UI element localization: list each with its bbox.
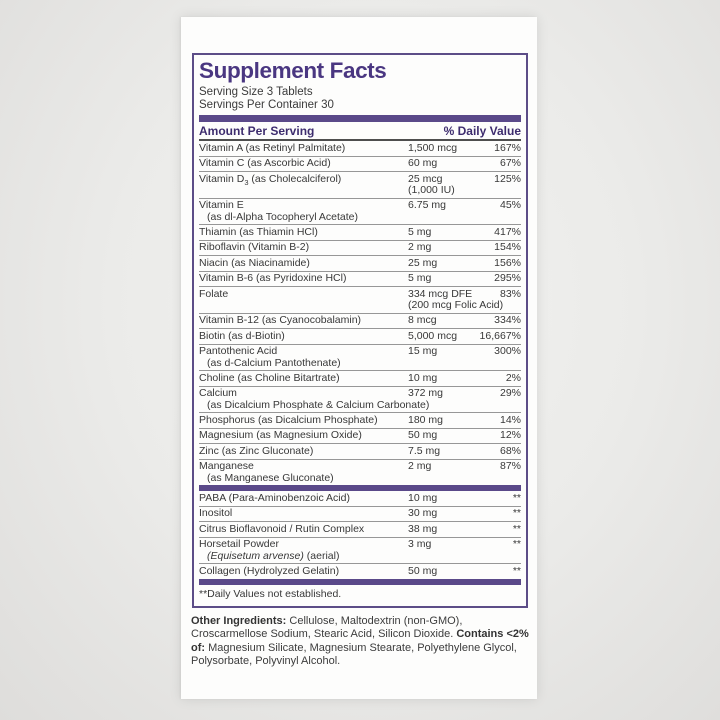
nutrient-name: Calcium — [199, 387, 237, 399]
nutrient-row — [199, 241, 521, 257]
nutrient-daily-value: 167% — [494, 141, 521, 154]
nutrient-daily-value: ** — [512, 538, 521, 550]
nutrient-name: Magnesium (as Magnesium Oxide) — [199, 429, 362, 441]
nutrient-row — [199, 141, 521, 157]
nutrient-amount: 25 mg — [408, 256, 438, 269]
nutrient-name: Folate — [199, 287, 229, 300]
nutrient-amount: 25 mcg — [408, 172, 443, 185]
supplement-facts-panel — [192, 53, 528, 608]
nutrient-row — [199, 256, 521, 272]
nutrient-daily-value: 12% — [499, 429, 521, 441]
nutrient-daily-value: 417% — [494, 225, 521, 238]
nutrient-daily-value: 87% — [499, 460, 521, 472]
nutrient-daily-value: 83% — [499, 287, 521, 300]
nutrient-amount: 50 mg — [408, 564, 438, 577]
nutrient-row — [199, 371, 521, 387]
nutrient-row — [199, 345, 521, 372]
nutrient-amount: 7.5 mg — [408, 444, 441, 457]
nutrient-amount: 15 mg — [408, 345, 438, 357]
nutrient-amount: 10 mg — [408, 491, 438, 504]
daily-value-footnote: **Daily Values not established. — [199, 587, 342, 600]
nutrient-amount: 5 mg — [408, 272, 432, 284]
nutrient-name: Vitamin $D_3$ (as Cholecalciferol) — [199, 172, 342, 187]
supplement-label — [181, 17, 537, 699]
nutrient-daily-value: 300% — [494, 345, 521, 357]
nutrient-name: Citrus Bioflavonoid / Rutin Complex — [199, 522, 365, 535]
nutrient-row — [199, 199, 521, 226]
nutrient-name: Niacin (as Niacinamide) — [199, 256, 310, 269]
nutrient-row — [199, 429, 521, 445]
nutrient-amount: 5,000 mcg — [408, 329, 458, 342]
nutrient-name: Vitamin C (as Ascorbic Acid) — [199, 157, 331, 169]
nutrient-rows — [199, 141, 521, 585]
serving-size: Serving Size 3 Tablets — [199, 86, 313, 98]
nutrient-name: Vitamin B-12 (as Cyanocobalamin) — [199, 314, 362, 326]
nutrient-name: Inositol — [199, 507, 233, 519]
nutrient-name: Manganese — [199, 460, 254, 472]
nutrient-daily-value: ** — [512, 491, 521, 504]
nutrient-row — [199, 329, 521, 345]
daily-value-header: % Daily Value — [443, 124, 521, 138]
nutrient-daily-value: 16,667% — [479, 329, 521, 342]
nutrient-name-subline: (as Manganese Gluconate) — [207, 471, 334, 484]
nutrient-amount: 50 mg — [408, 429, 438, 441]
nutrient-daily-value: 68% — [499, 444, 521, 457]
nutrient-name-subline: (as Dicalcium Phosphate & Calcium Carbonate) — [207, 398, 430, 411]
column-header — [199, 122, 521, 141]
nutrient-name: Vitamin E — [199, 199, 244, 211]
nutrient-daily-value: 125% — [494, 172, 521, 185]
nutrient-name: Collagen (Hydrolyzed Gelatin) — [199, 564, 340, 577]
nutrient-row — [199, 314, 521, 330]
nutrient-amount: 3 mg — [408, 538, 432, 550]
nutrient-name: Zinc (as Zinc Gluconate) — [199, 444, 314, 457]
nutrient-row — [199, 287, 521, 314]
nutrient-row — [199, 538, 521, 565]
nutrient-amount: 6.75 mg — [408, 199, 446, 211]
nutrient-name-subline: (Equisetum arvense) (aerial) — [207, 549, 340, 562]
nutrient-name: Vitamin A (as Retinyl Palmitate) — [199, 141, 346, 154]
nutrient-name: Horsetail Powder — [199, 538, 279, 550]
nutrient-amount-subline: (200 mcg Folic Acid) — [408, 299, 504, 311]
nutrient-row — [199, 387, 521, 414]
nutrient-amount: 10 mg — [408, 371, 438, 384]
nutrient-row — [199, 564, 521, 579]
nutrient-row — [199, 157, 521, 173]
nutrient-amount: 334 mcg DFE — [408, 287, 473, 300]
nutrient-name-subline: (as dl-Alpha Tocopheryl Acetate) — [207, 210, 358, 223]
nutrient-daily-value: 2% — [505, 371, 521, 384]
nutrient-daily-value: 295% — [494, 272, 521, 284]
nutrient-name: Riboflavin (Vitamin B-2) — [199, 241, 310, 253]
nutrient-row — [199, 172, 521, 199]
nutrient-daily-value: 14% — [499, 413, 521, 426]
amount-per-serving-header: Amount Per Serving — [199, 124, 315, 138]
nutrient-amount: 2 mg — [408, 460, 432, 472]
nutrient-name: Biotin (as d-Biotin) — [199, 329, 285, 342]
nutrient-name: Thiamin (as Thiamin HCl) — [199, 225, 318, 238]
facts-title: Supplement Facts — [199, 58, 387, 83]
nutrient-daily-value: 156% — [494, 256, 521, 269]
nutrient-row — [199, 272, 521, 288]
nutrient-name: Pantothenic Acid — [199, 345, 278, 357]
nutrient-daily-value: 45% — [499, 199, 521, 211]
nutrient-name: Vitamin B-6 (as Pyridoxine HCl) — [199, 272, 347, 284]
nutrient-amount-subline: (1,000 IU) — [408, 184, 455, 196]
nutrient-name: Phosphorus (as Dicalcium Phosphate) — [199, 413, 378, 426]
nutrient-amount: 60 mg — [408, 157, 438, 169]
nutrient-row — [199, 522, 521, 538]
nutrient-row — [199, 491, 521, 507]
nutrient-amount: 30 mg — [408, 507, 438, 519]
servings-per-container: Servings Per Container 30 — [199, 98, 334, 111]
nutrient-amount: 5 mg — [408, 225, 432, 238]
nutrient-name-subline: (as d-Calcium Pantothenate) — [207, 356, 341, 369]
nutrient-amount: 8 mcg — [408, 314, 437, 326]
nutrient-daily-value: 29% — [499, 387, 521, 399]
nutrient-amount: 372 mg — [408, 387, 444, 399]
nutrient-amount: 1,500 mcg — [408, 141, 458, 154]
thick-divider-top — [199, 115, 521, 122]
nutrient-row — [199, 225, 521, 241]
nutrient-daily-value: 154% — [494, 241, 521, 253]
nutrient-daily-value: 67% — [499, 157, 521, 169]
other-ingredients: Other Ingredients: Cellulose, Maltodextrin (non-GMO), Croscarmellose Sodium, Stearic Acid, Silicon Dioxide. Contains <2% of: Magnesium Silicate, Magnesium Stearate, Polyethylene Glycol, Polysorbate, Polyvinyl Alcohol. — [191, 614, 529, 667]
nutrient-name: PABA (Para-Aminobenzoic Acid) — [199, 491, 350, 504]
nutrient-amount: 2 mg — [408, 241, 432, 253]
nutrient-amount: 38 mg — [408, 522, 438, 535]
nutrient-daily-value: ** — [512, 507, 521, 519]
nutrient-name: Choline (as Choline Bitartrate) — [199, 371, 340, 384]
nutrient-row — [199, 444, 521, 460]
nutrient-daily-value: ** — [512, 564, 521, 577]
nutrient-row — [199, 507, 521, 523]
nutrient-row — [199, 460, 521, 486]
nutrient-daily-value: ** — [512, 522, 521, 535]
nutrient-row — [199, 413, 521, 429]
nutrient-amount: 180 mg — [408, 413, 444, 426]
nutrient-daily-value: 334% — [494, 314, 521, 326]
